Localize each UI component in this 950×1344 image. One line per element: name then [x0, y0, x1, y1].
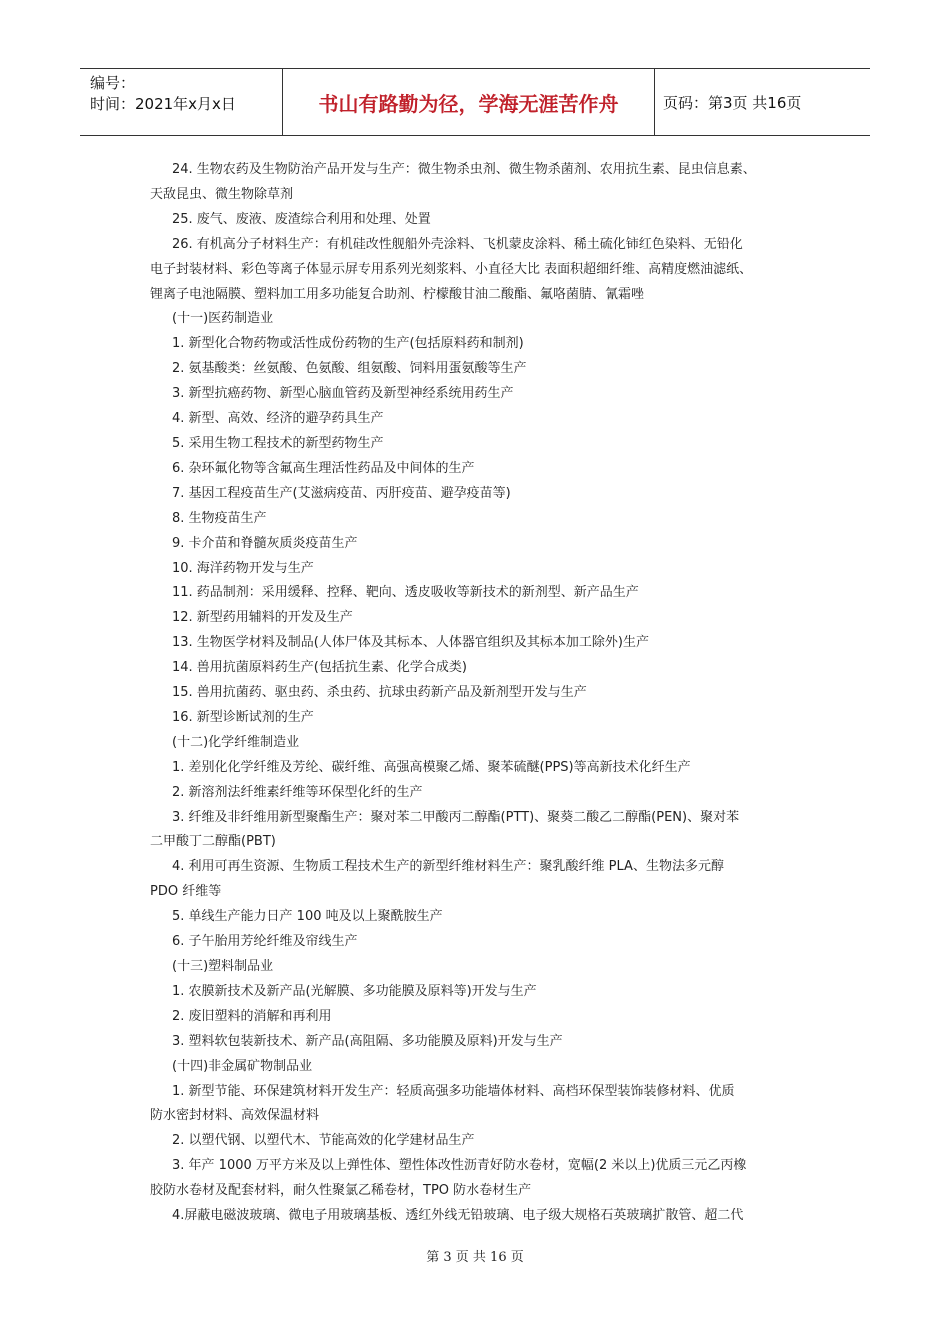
body-line: 8. 生物疫苗生产	[172, 510, 267, 526]
body-line: 1. 新型化合物药物或活性成份药物的生产(包括原料药和制剂)	[172, 336, 524, 352]
body-line: (十四)非金属矿物制品业	[172, 1058, 313, 1074]
body-line: (十二)化学纤维制造业	[172, 734, 300, 750]
body-line: 10. 海洋药物开发与生产	[172, 560, 314, 576]
body-line: 5. 单线生产能力日产 100 吨及以上聚酰胺生产	[172, 909, 443, 925]
body-line: 1. 农膜新技术及新产品(光解膜、多功能膜及原料等)开发与生产	[172, 983, 537, 999]
body-line: 16. 新型诊断试剂的生产	[172, 709, 314, 725]
body-line: 2. 氨基酸类：丝氨酸、色氨酸、组氨酸、饲料用蛋氨酸等生产	[172, 361, 527, 377]
body-line: 3. 塑料软包装新技术、新产品(高阻隔、多功能膜及原料)开发与生产	[172, 1033, 563, 1049]
body-line: 2. 废旧塑料的消解和再利用	[172, 1008, 332, 1024]
body-line: 电子封装材料、彩色等离子体显示屏专用系列光刻浆料、小直径大比 表面积超细纤维、高精度燃油滤纸、	[150, 261, 753, 277]
body-line: 二甲酸丁二醇酯(PBT)	[150, 834, 276, 850]
body-line: 25. 废气、废液、废渣综合利用和处理、处置	[172, 211, 431, 227]
body-line: 12. 新型药用辅料的开发及生产	[172, 610, 353, 626]
body-line: 6. 杂环氟化物等含氟高生理活性药品及中间体的生产	[172, 460, 475, 476]
body-line: 5. 采用生物工程技术的新型药物生产	[172, 435, 384, 451]
header-motto: 书山有路勤为径，学海无涯苦作舟	[283, 69, 655, 135]
body-line: 3. 纤维及非纤维用新型聚酯生产：聚对苯二甲酸丙二醇酯(PTT)、聚葵二酸乙二醇酯(PEN)、聚对苯	[172, 809, 740, 825]
body-line: 7. 基因工程疫苗生产(艾滋病疫苗、丙肝疫苗、避孕疫苗等)	[172, 485, 511, 501]
body-line: 4.屏蔽电磁波玻璃、微电子用玻璃基板、透红外线无铅玻璃、电子级大规格石英玻璃扩散管、超二代	[172, 1208, 744, 1224]
body-line: 2. 以塑代钢、以塑代木、节能高效的化学建材品生产	[172, 1133, 475, 1149]
body-line: 14. 兽用抗菌原料药生产(包括抗生素、化学合成类)	[172, 660, 467, 676]
header-page-info: 页码：第3页 共16页	[663, 93, 802, 112]
body-line: 24. 生物农药及生物防治产品开发与生产：微生物杀虫剂、微生物杀菌剂、农用抗生素、昆虫信息素、	[172, 162, 756, 177]
body-line: 3. 年产 1000 万平方米及以上弹性体、塑性体改性沥青好防水卷材，宽幅(2 米以上)优质三元乙丙橡	[172, 1158, 747, 1174]
body-line: 天敌昆虫、微生物除草剂	[150, 186, 294, 202]
page-footer: 第 3 页 共 16 页	[426, 1250, 524, 1265]
body-line: 4. 利用可再生资源、生物质工程技术生产的新型纤维材料生产：聚乳酸纤维 PLA、生物法多元醇	[172, 859, 724, 875]
body-line: 3. 新型抗癌药物、新型心脑血管药及新型神经系统用药生产	[172, 386, 514, 402]
body-line: 2. 新溶剂法纤维素纤维等环保型化纤的生产	[172, 784, 423, 800]
body-line: 13. 生物医学材料及制品(人体尸体及其标本、人体器官组织及其标本加工除外)生产	[172, 635, 649, 651]
body-line: 11. 药品制剂：采用缓释、控释、靶向、透皮吸收等新技术的新剂型、新产品生产	[172, 585, 639, 601]
body-line: PDO 纤维等	[150, 884, 222, 900]
body-line: 1. 差别化化学纤维及芳纶、碳纤维、高强高模聚乙烯、聚苯硫醚(PPS)等高新技术化纤生产	[172, 759, 691, 775]
body-line: (十一)医药制造业	[172, 311, 274, 327]
body-line: 15. 兽用抗菌药、驱虫药、杀虫药、抗球虫药新产品及新剂型开发与生产	[172, 685, 587, 701]
header-meta	[80, 69, 283, 135]
body-line: 26. 有机高分子材料生产：有机硅改性舰船外壳涂料、飞机蒙皮涂料、稀土硫化铈红色染料、无铅化	[172, 236, 743, 252]
document-number-label: 编号：	[90, 74, 136, 92]
body-line: 防水密封材料、高效保温材料	[150, 1108, 320, 1124]
document-time-label: 时间：2021年x月x日	[90, 95, 236, 113]
page-header	[80, 68, 870, 136]
body-line: 胶防水卷材及配套材料，耐久性聚氯乙稀卷材，TPO 防水卷材生产	[150, 1183, 532, 1199]
body-line: 4. 新型、高效、经济的避孕药具生产	[172, 411, 384, 427]
body-line: 9. 卡介苗和脊髓灰质炎疫苗生产	[172, 535, 358, 551]
body-line: (十三)塑料制品业	[172, 959, 274, 974]
document-body	[150, 158, 818, 1229]
body-line: 6. 子午胎用芳纶纤维及帘线生产	[172, 934, 358, 950]
body-line: 1. 新型节能、环保建筑材料开发生产：轻质高强多功能墙体材料、高档环保型装饰装修材料、优质	[172, 1083, 735, 1099]
body-line: 锂离子电池隔膜、塑料加工用多功能复合助剂、柠檬酸甘油二酸酯、氟咯菌腈、氰霜唑	[150, 286, 645, 302]
